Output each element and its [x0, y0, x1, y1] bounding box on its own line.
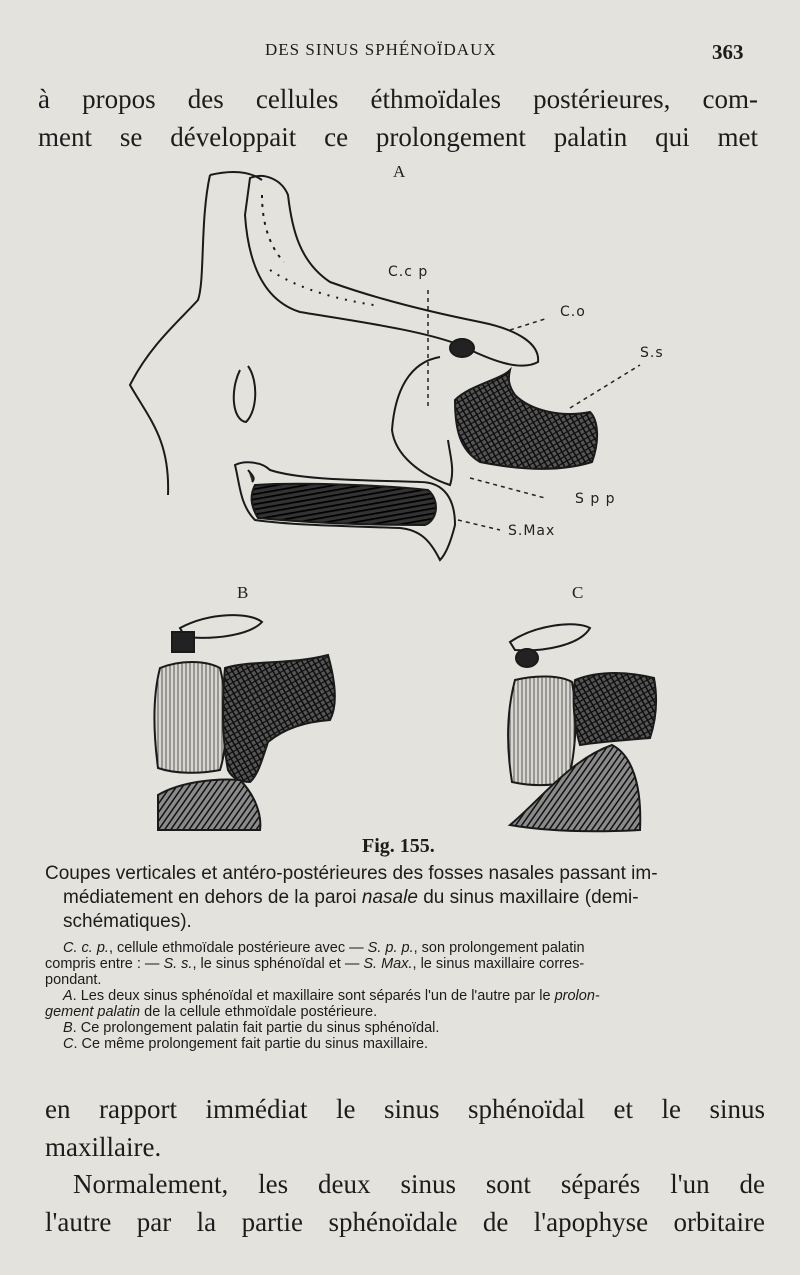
legend-emphasis: gement palatin — [45, 1004, 141, 1020]
legend-abbrev: C — [63, 1036, 74, 1052]
figure-legend — [45, 940, 765, 1052]
label-ss: S.s — [640, 345, 664, 361]
legend-abbrev: S. p. p. — [367, 940, 414, 956]
legend-text: , cellule ethmoïdale postérieure avec — — [108, 940, 368, 956]
legend-text: compris entre : — — [45, 956, 164, 972]
paragraph-bottom — [45, 1165, 765, 1241]
legend-line — [45, 1020, 765, 1036]
figure-caption — [45, 862, 765, 934]
running-title: DES SINUS SPHÉNOÏDAUX — [265, 40, 497, 59]
text-line: à propos des cellules éthmoïdales postérieures, com- — [38, 84, 758, 114]
label-spp: S p p — [575, 491, 616, 507]
panel-a-drawing — [130, 172, 597, 560]
legend-abbrev: S. Max. — [363, 956, 413, 972]
label-smax: S.Max — [508, 523, 556, 539]
text-run: Normalement, les deux sinus sont séparés l'un de — [73, 1169, 765, 1199]
legend-line — [45, 956, 765, 972]
label-ccp: C.c p — [388, 264, 429, 280]
panel-b-label: B — [237, 583, 249, 602]
legend-line — [45, 988, 765, 1004]
legend-line — [45, 1036, 765, 1052]
caption-emphasis: nasale — [361, 887, 418, 908]
legend-text: de la cellule ethmoïdale postérieure. — [140, 1004, 378, 1020]
legend-text: . Ce même prolongement fait partie du sinus maxillaire. — [73, 1036, 429, 1052]
panel-b-drawing — [154, 615, 334, 830]
text-line: maxillaire. — [45, 1132, 162, 1162]
caption-line: schématiques). — [63, 911, 192, 932]
legend-text: , le sinus maxillaire corres- — [412, 956, 585, 972]
legend-abbrev: B — [63, 1020, 73, 1036]
label-co: C.o — [560, 304, 586, 320]
paragraph-top — [38, 80, 758, 156]
caption-text: médiatement en dehors de la paroi — [63, 887, 362, 908]
text-line: en rapport immédiat le sinus sphénoïdal et le sinus — [45, 1094, 765, 1124]
legend-line — [45, 940, 765, 956]
text-line — [45, 1165, 765, 1203]
caption-text: du sinus maxillaire (demi- — [417, 887, 639, 908]
panel-a-label: A — [393, 162, 406, 181]
legend-line — [45, 1004, 765, 1020]
legend-abbrev: A — [63, 988, 73, 1004]
anatomical-figure — [0, 150, 800, 840]
page-number: 363 — [712, 40, 744, 64]
legend-text: , son prolongement palatin — [413, 940, 585, 956]
panel-c-drawing — [508, 624, 656, 831]
figure-number: Fig. 155. — [362, 835, 435, 857]
legend-emphasis: prolon- — [554, 988, 600, 1004]
paragraph-middle — [45, 1090, 765, 1166]
legend-abbrev: S. s. — [163, 956, 193, 972]
caption-line: Coupes verticales et antéro-postérieures des fosses nasales passant im- — [45, 863, 658, 884]
caption-line — [45, 886, 765, 910]
legend-text: . Ce prolongement palatin fait partie du sinus sphénoïdal. — [72, 1020, 440, 1036]
legend-text: , le sinus sphénoïdal et — — [192, 956, 364, 972]
text-line: ment se développait ce prolongement palatin qui met — [38, 122, 758, 152]
legend-line: pondant. — [45, 972, 102, 988]
legend-abbrev: C. c. p. — [63, 940, 109, 956]
legend-text: . Les deux sinus sphénoïdal et maxillaire sont séparés l'un de l'autre par le — [72, 988, 555, 1004]
text-line: l'autre par la partie sphénoïdale de l'apophyse orbitaire — [45, 1207, 765, 1237]
panel-c-label: C — [572, 583, 584, 602]
